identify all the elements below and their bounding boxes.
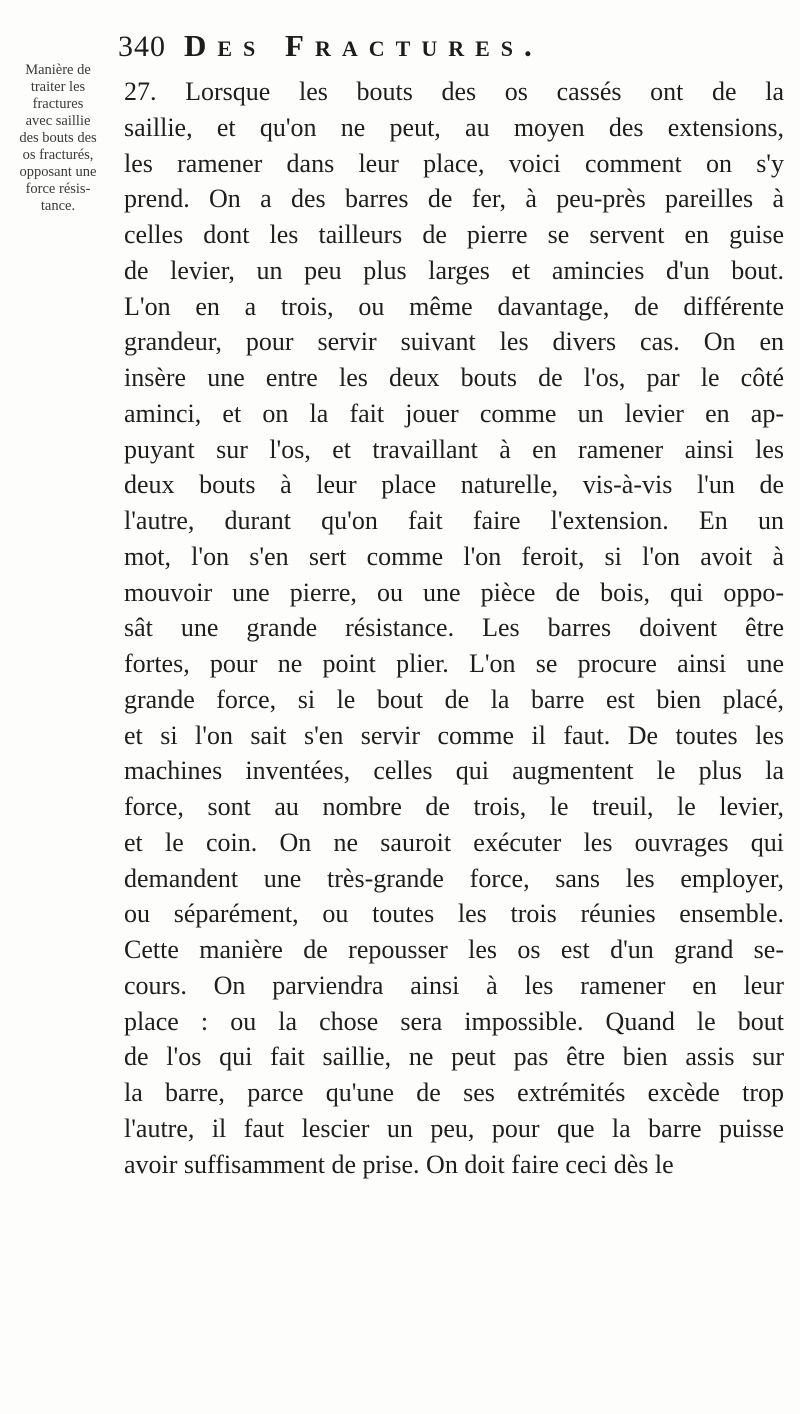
text-line: deux bouts à leur place naturelle, vis-à-vis l'un de xyxy=(124,470,784,500)
text-line: et si l'on sait s'en servir comme il faut. De toutes les xyxy=(124,720,784,750)
margin-note xyxy=(4,62,112,215)
paragraph-27 xyxy=(124,74,784,1182)
running-head xyxy=(118,28,778,68)
margin-note-line: fractures xyxy=(32,96,84,112)
text-line: de l'os qui fait saillie, ne peut pas être bien assis sur xyxy=(124,1042,784,1072)
text-line: aminci, et on la fait jouer comme un levier en ap- xyxy=(124,398,784,428)
text-line: les ramener dans leur place, voici comment on s'y xyxy=(124,148,784,178)
margin-note-line: Manière de xyxy=(25,62,91,78)
margin-note-line: traiter les xyxy=(30,79,86,95)
text-line: ou séparément, ou toutes les trois réunies ensemble. xyxy=(124,899,784,929)
text-line: mot, l'on s'en sert comme l'on feroit, si l'on avoit à xyxy=(124,541,784,571)
text-line: l'autre, il faut lescier un peu, pour que la barre puisse xyxy=(124,1113,784,1143)
margin-note-line: tance. xyxy=(40,198,76,214)
text-line: mouvoir une pierre, ou une pièce de bois, qui oppo- xyxy=(124,577,784,607)
text-line: prend. On a des barres de fer, à peu-près pareilles à xyxy=(124,184,784,214)
text-line: saillie, et qu'on ne peut, au moyen des extensions, xyxy=(124,112,784,142)
text-line: insère une entre les deux bouts de l'os, par le côté xyxy=(124,363,784,392)
text-line: de levier, un peu plus larges et amincies d'un bout. xyxy=(124,255,784,285)
text-line: avoir suffisamment de prise. On doit faire ceci dès le xyxy=(124,1149,674,1179)
text-line: l'autre, durant qu'on fait faire l'extension. En un xyxy=(124,506,784,535)
text-line: et le coin. On ne sauroit exécuter les ouvrages qui xyxy=(124,827,784,857)
running-title: Des Fractures. xyxy=(184,28,543,63)
text-line: place : ou la chose sera impossible. Quand le bout xyxy=(124,1006,784,1036)
text-line: force, sont au nombre de trois, le treuil, le levier, xyxy=(124,792,784,821)
page-number: 340 xyxy=(118,30,166,63)
text-line: sât une grande résistance. Les barres doivent être xyxy=(124,613,784,643)
text-line: fortes, pour ne point plier. L'on se procure ainsi une xyxy=(124,649,784,678)
margin-note-line: opposant une xyxy=(19,164,97,180)
text-line: Cette manière de repousser les os est d'un grand se- xyxy=(124,935,784,964)
text-line: cours. On parviendra ainsi à les ramener en leur xyxy=(124,970,784,1000)
text-line: L'on en a trois, ou même davantage, de différente xyxy=(124,291,784,321)
text-line: puyant sur l'os, et travaillant à en ramener ainsi les xyxy=(124,434,784,464)
text-line: celles dont les tailleurs de pierre se servent en guise xyxy=(124,220,784,249)
text-line: 27. Lorsque les bouts des os cassés ont de la xyxy=(124,77,784,106)
text-line: la barre, parce qu'une de ses extrémités excède trop xyxy=(124,1078,784,1107)
margin-note-line: force résis- xyxy=(25,181,91,197)
text-line: demandent une très-grande force, sans les employer, xyxy=(124,863,784,893)
text-line: grandeur, pour servir suivant les divers cas. On en xyxy=(124,327,784,357)
text-line: machines inventées, celles qui augmentent le plus la xyxy=(124,756,784,786)
margin-note-line: avec saillie xyxy=(25,113,91,129)
margin-note-line: os fracturés, xyxy=(22,147,94,163)
margin-note-line: des bouts des xyxy=(19,130,97,146)
text-line: grande force, si le bout de la barre est bien placé, xyxy=(124,684,784,714)
